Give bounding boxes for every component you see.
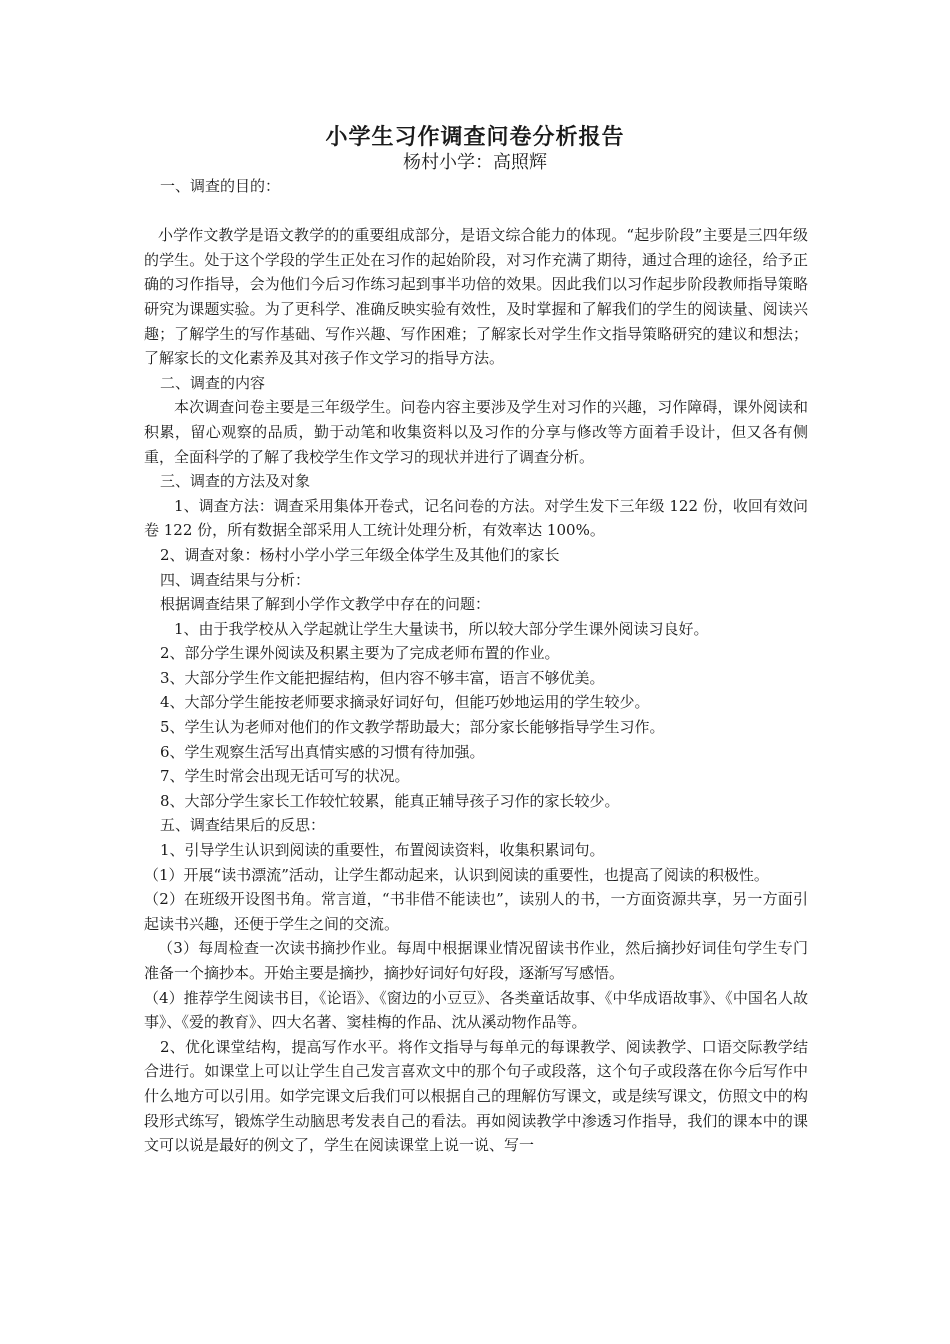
paragraph-reflection-sub-1: （1）开展“读书漂流”活动，让学生都动起来，认识到阅读的重要性，也提高了阅读的积极性。 xyxy=(144,865,769,884)
paragraph-subjects: 2、调查对象：杨村小学小学三年级全体学生及其他们的家长 xyxy=(160,545,560,564)
list-item: 2、部分学生课外阅读及积累主要为了完成老师布置的作业。 xyxy=(160,644,560,663)
list-item: 8、大部分学生家长工作较忙较累，能真正辅导孩子习作的家长较少。 xyxy=(160,791,620,810)
section-heading-reflection: 五、调查结果后的反思： xyxy=(160,816,326,835)
list-item: 4、大部分学生能按老师要求摘录好词好句，但能巧妙地运用的学生较少。 xyxy=(160,693,650,712)
paragraph-content: 本次调查问卷主要是三年级学生。问卷内容主要涉及学生对习作的兴趣，习作障碍，课外阅读和积累，留心观察的品质，勤于动笔和收集资料以及习作的分享与修改等方面着手设计，但又各有侧重，全面科学的了解了我校学生作文学习的现状并进行了调查分析。 xyxy=(144,398,808,466)
section-heading-content: 二、调查的内容 xyxy=(160,373,266,392)
paragraph-method: 1、调查方法：调查采用集体开卷式，记名问卷的方法。对学生发下三年级 122 份，收回有效问卷 122 份，所有数据全部采用人工统计处理分析，有效率达 100%。 xyxy=(144,496,808,540)
list-item: 5、学生认为老师对他们的作文教学帮助最大；部分家长能够指导学生习作。 xyxy=(160,718,665,737)
document-body xyxy=(144,174,808,1158)
section-heading-results: 四、调查结果与分析： xyxy=(160,570,311,589)
paragraph-purpose: 小学作文教学是语文教学的的重要组成部分，是语文综合能力的体现。“起步阶段”主要是三四年级的学生。处于这个学段的学生正处在习作的起始阶段，对习作充满了期待，通过合理的途径，给予正确的习作指导，会为他们今后习作练习起到事半功倍的效果。因此我们以习作起步阶段教师指导策略研究为课题实验。为了更科学、准确反映实验有效性，及时掌握和了解我们的学生的阅读量、阅读兴趣；了解学生的写作基础、写作兴趣、写作困难；了解家长对学生作文指导策略研究的建议和想法；了解家长的文化素养及其对孩子作文学习的指导方法。 xyxy=(144,226,808,368)
document-subtitle: 杨村小学：高照辉 xyxy=(403,152,547,173)
paragraph-reflection-sub-3: （3）每周检查一次读书摘抄作业。每周中根据课业情况留读书作业，然后摘抄好词佳句学生专门准备一个摘抄本。开始主要是摘抄，摘抄好词好句好段，逐渐写写感悟。 xyxy=(144,939,808,982)
paragraph-reflection-sub-4: （4）推荐学生阅读书目，《论语》、《窗边的小豆豆》、各类童话故事、《中华成语故事》、《中国名人故事》、《爱的教育》、四大名著、窦桂梅的作品、沈从溪动物作品等。 xyxy=(144,988,808,1032)
list-item: 3、大部分学生作文能把握结构，但内容不够丰富，语言不够优美。 xyxy=(160,668,605,687)
section-heading-method: 三、调查的方法及对象 xyxy=(160,472,311,491)
list-item: 6、学生观察生活写出真情实感的习惯有待加强。 xyxy=(160,742,485,761)
blank-line xyxy=(144,199,808,224)
paragraph-reflection-1: 1、引导学生认识到阅读的重要性，布置阅读资料，收集积累词句。 xyxy=(160,841,605,860)
section-heading-purpose: 一、调查的目的： xyxy=(160,177,281,195)
document-title: 小学生习作调查问卷分析报告 xyxy=(325,124,625,150)
list-item: 1、由于我学校从入学起就让学生大量读书，所以较大部分学生课外阅读习良好。 xyxy=(174,619,709,638)
paragraph-reflection-2: 2、优化课堂结构，提高写作水平。将作文指导与每单元的每课教学、阅读教学、口语交际教学结合进行。如课堂上可以让学生自己发言喜欢文中的那个句子或段落，这个句子或段落在你今后写作中什么地方可以引用。如学完课文后我们可以根据自己的理解仿写课文，或是续写课文，仿照文中的构段形式练写，锻炼学生动脑思考发表自己的看法。再如阅读教学中渗透习作指导，我们的课本中的课文可以说是最好的例文了，学生在阅读课堂上说一说、写一 xyxy=(144,1037,808,1155)
paragraph-reflection-sub-2: （2）在班级开设图书角。常言道，“书非借不能读也”，读别人的书，一方面资源共享，另一方面引起读书兴趣，还便于学生之间的交流。 xyxy=(144,890,808,933)
results-intro: 根据调查结果了解到小学作文教学中存在的问题： xyxy=(160,595,491,614)
list-item: 7、学生时常会出现无话可写的状况。 xyxy=(160,767,410,786)
